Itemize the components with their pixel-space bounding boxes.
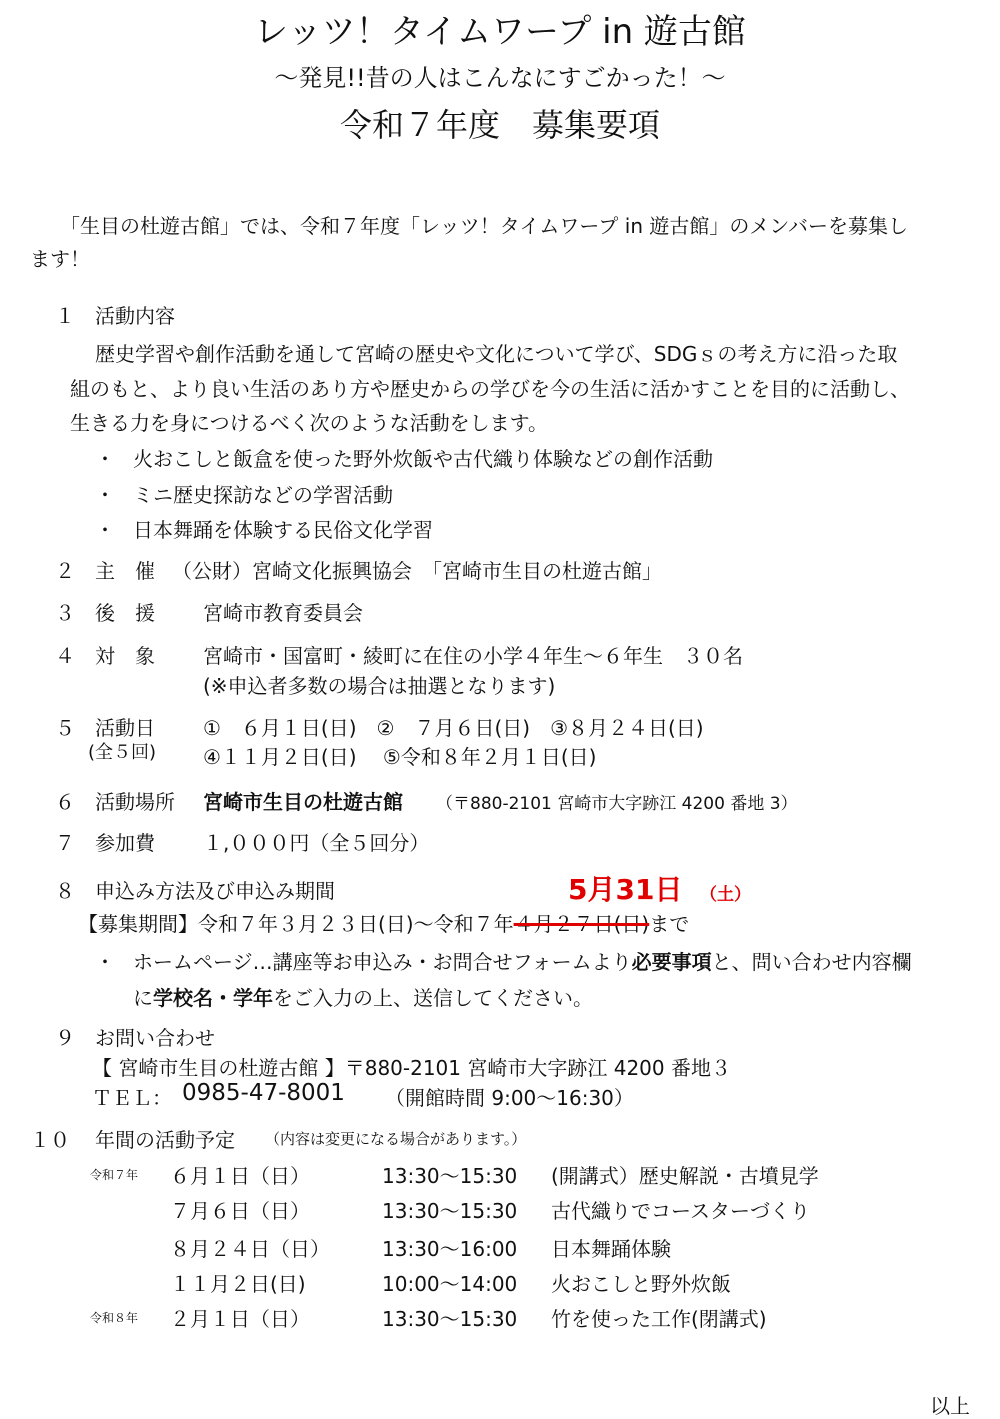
schedule-desc: 火おこしと野外炊飯 (551, 1272, 731, 1296)
schedule-date: ２月１日（日） (170, 1307, 310, 1331)
section-8-number: ８ (55, 879, 75, 903)
how-to-apply-text: と、問い合わせ内容欄 (711, 950, 912, 974)
section-1-body-3: 生きる力を身につけるべく次のような活動をします。 (70, 411, 548, 435)
section-7-number: ７ (55, 831, 75, 855)
application-period (78, 908, 689, 937)
schedule-era: 令和８年 (90, 1311, 139, 1325)
section-5-number: ５ (55, 716, 75, 740)
schedule-date: ８月２４日（日） (170, 1237, 330, 1261)
section-2-label: 主 催 (95, 559, 155, 583)
section-5-dates-2: ④１１月２日(日) ⑤令和８年２月１日(日) (203, 745, 597, 769)
section-10-label: 年間の活動予定 (95, 1128, 235, 1152)
schedule-date: ６月１日（日） (170, 1164, 310, 1188)
page-heading: 令和７年度 募集要項 (339, 106, 660, 144)
section-5-sub: (全５回) (88, 742, 157, 763)
section-9-label: お問い合わせ (95, 1026, 215, 1050)
schedule-time: 13:30～16:00 (382, 1237, 518, 1261)
bullet-icon: ・ (95, 950, 115, 974)
section-2-number: ２ (55, 559, 75, 583)
section-7-label: 参加費 (95, 831, 155, 855)
original-deadline-struck: ４月２７日(日) (513, 912, 650, 936)
bullet-icon: ・ (95, 447, 115, 471)
section-6-number: ６ (55, 790, 75, 814)
venue-address: （〒880-2101 宮崎市大字跡江 4200 番地 3） (436, 794, 798, 814)
section-3-label: 後 援 (95, 601, 155, 625)
schedule-desc: 日本舞踊体験 (551, 1237, 671, 1261)
schedule-time: 10:00～14:00 (382, 1272, 518, 1296)
page-subtitle: ～発見!!昔の人はこんなにすごかった！～ (274, 64, 726, 92)
school-grade: 学校名・学年 (153, 986, 273, 1010)
opening-hours: （開館時間 9:00～16:30） (385, 1086, 634, 1110)
schedule-date: １１月２日(日) (170, 1272, 306, 1296)
section-1-body-1: 歴史学習や創作活動を通して宮崎の歴史や文化について学び、SDGｓの考え方に沿った取 (95, 342, 898, 366)
section-4-label: 対 象 (95, 644, 155, 668)
schedule-era: 令和７年 (90, 1168, 139, 1182)
how-to-apply-2 (133, 982, 593, 1011)
section-4-note: (※申込者多数の場合は抽選となります) (203, 674, 556, 698)
closing-mark: 以上 (930, 1394, 970, 1418)
section-5-dates-1: ① ６月１日(日) ② ７月６日(日) ③８月２４日(日) (203, 716, 704, 740)
section-4-number: ４ (55, 644, 75, 668)
schedule-desc: (開講式）歴史解説・古墳見学 (551, 1164, 819, 1188)
required-items: 必要事項 (631, 950, 712, 974)
section-10-number: １０ (30, 1128, 70, 1152)
tel-number: 0985-47-8001 (182, 1080, 345, 1106)
how-to-apply-1 (133, 946, 912, 975)
intro-line-1: 「生目の杜遊古館」では、令和７年度「レッツ！タイムワープ in 遊古館」のメンバーを募集し (60, 214, 908, 238)
schedule-date: ７月６日（日） (170, 1199, 310, 1223)
activity-item-3: 日本舞踊を体験する民俗文化学習 (133, 518, 433, 542)
section-8-label: 申込み方法及び申込み期間 (95, 879, 335, 903)
section-1-body-2: 組のもと、より良い生活のあり方や歴史からの学びを今の生活に活かすことを目的に活動し、 (70, 377, 910, 401)
page-title: レッツ！タイムワープ in 遊古館 (254, 12, 746, 52)
section-1-label: 活動内容 (95, 304, 175, 328)
section-9-number: ９ (55, 1026, 75, 1050)
section-4-value: 宮崎市・国富町・綾町に在住の小学４年生～６年生 ３０名 (203, 644, 743, 668)
period-suffix: まで (649, 912, 690, 936)
contact-address: 【 宮崎市生目の杜遊古館 】〒880-2101 宮崎市大字跡江 4200 番地３ (92, 1056, 731, 1080)
section-1-number: １ (55, 304, 75, 328)
schedule-desc: 竹を使った工作(閉講式) (551, 1307, 767, 1331)
section-7-value: １,０００円（全５回分） (203, 831, 430, 855)
activity-item-2: ミニ歴史探訪などの学習活動 (133, 483, 393, 507)
how-to-apply-text: ホームページ…講座等お申込み・お問合せフォームより (133, 950, 632, 974)
activity-item-1: 火おこしと飯盒を使った野外炊飯や古代織り体験などの創作活動 (133, 447, 713, 471)
section-10-note: （内容は変更になる場合があります。） (265, 1130, 527, 1148)
tel-label: ＴＥＬ： (92, 1086, 172, 1110)
section-6-label: 活動場所 (95, 790, 175, 814)
how-to-apply-text: をご入力の上、送信してください。 (273, 986, 593, 1010)
venue-name: 宮崎市生目の杜遊古館 (203, 790, 403, 814)
schedule-desc: 古代織りでコースターづくり (551, 1199, 810, 1223)
intro-line-2: ます！ (30, 247, 90, 271)
bullet-icon: ・ (95, 483, 115, 507)
schedule-time: 13:30～15:30 (382, 1164, 518, 1188)
section-5-label: 活動日 (95, 716, 155, 740)
schedule-time: 13:30～15:30 (382, 1199, 518, 1223)
section-3-value: 宮崎市教育委員会 (203, 601, 363, 625)
bullet-icon: ・ (95, 518, 115, 542)
revised-deadline: 5月31日 (568, 873, 683, 906)
how-to-apply-text: に (133, 986, 153, 1010)
period-prefix: 【募集期間】令和７年３月２３日(日)～令和７年 (78, 912, 514, 936)
section-2-value: （公財）宮崎文化振興協会 「宮崎市生目の杜遊古館」 (172, 559, 662, 583)
revised-deadline-day: （土） (700, 885, 751, 905)
schedule-time: 13:30～15:30 (382, 1307, 518, 1331)
section-3-number: ３ (55, 601, 75, 625)
